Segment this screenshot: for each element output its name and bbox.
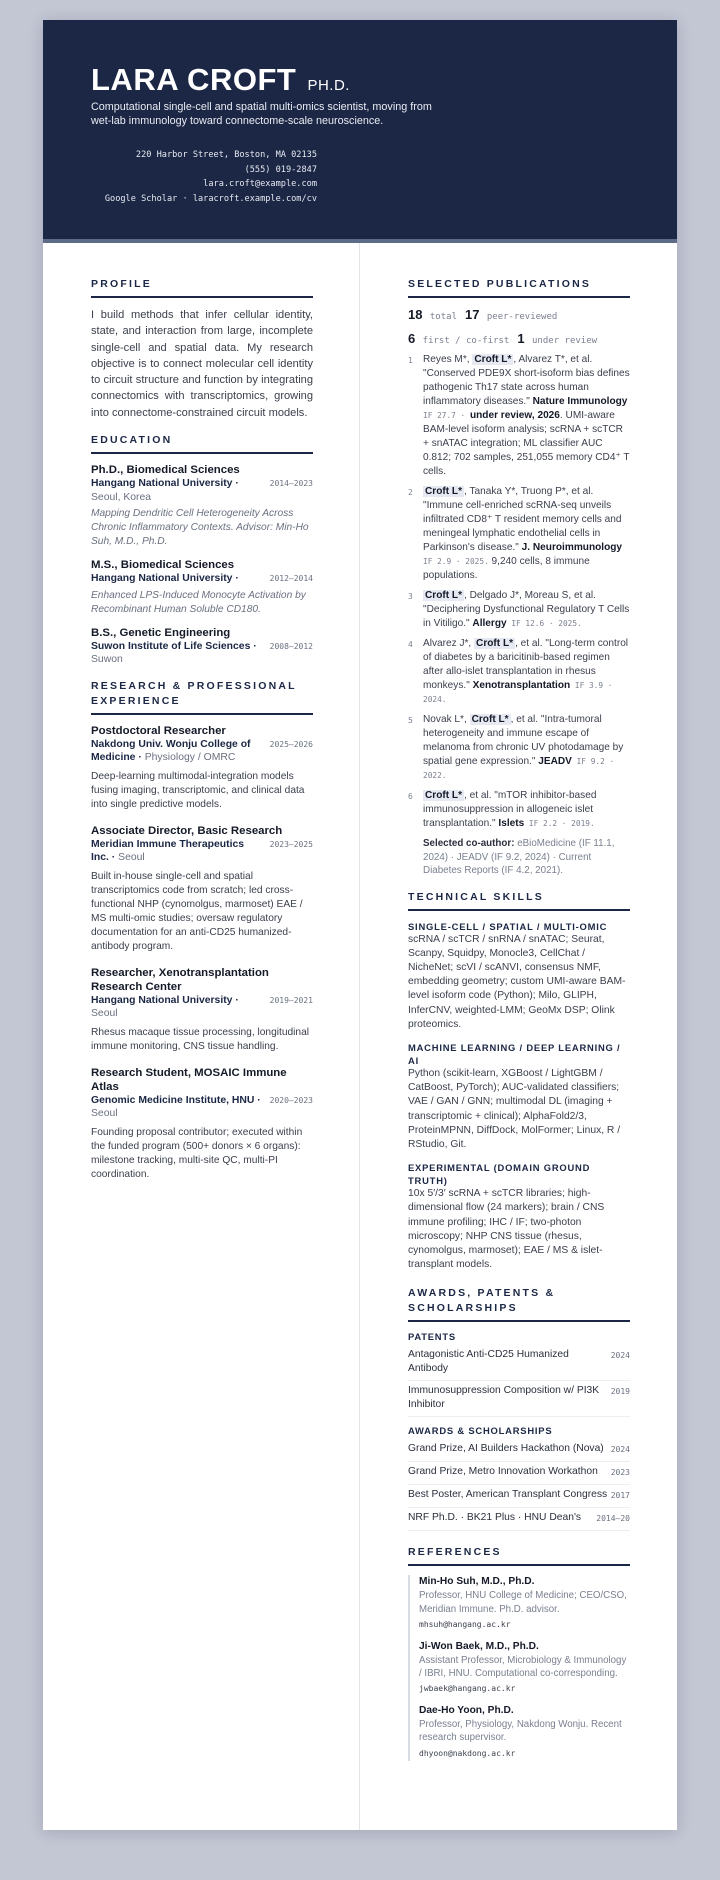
experience-org: Genomic Medicine Institute, HNU · [91,1094,261,1106]
publication-number: 3 [408,592,413,601]
pub-extra: 9,240 cells, 8 immune populations. [423,556,590,581]
pub-authors-pre: Novak L*, [423,714,470,725]
education-school: Suwon Institute of Life Sciences · [91,640,257,652]
right-column [408,277,630,1769]
org-location: Physiology / OMRC [144,752,236,764]
contact-phone: (555) 019-2847 [244,164,317,175]
skill-group [408,920,630,1032]
stat-total-label: total [429,312,457,322]
header-banner [43,20,677,243]
experience-entry [91,1066,313,1182]
reference-name: Min-Ho Suh, M.D., Ph.D. [419,1576,535,1588]
school-name: Hangang National University [91,478,233,490]
stat-total: 18 [408,307,423,322]
experience-role: Researcher, Xenotransplantation Research Center [91,966,269,993]
experience-entry [91,824,313,954]
profile-text: I build methods that infer cellular identity, state, and interaction from large, incomplete single-cell and spatial data. My research objective is to connect molecular cell identity to circuit structure and function by integrating connectomics with transcriptomics, growing into connectome-constrained circuit models. [91,309,313,419]
skill-group-text: 10x 5′/3′ scRNA + scTCR libraries; high-dimensional flow (24 markers); brain / CNS immune profiling; IHC / IF; two-photon microscopy; NHP CNS tissue (rhesus, cynomolgus, marmoset); EAE / MS & islet-transplant models. [408,1188,605,1271]
experience-role: Associate Director, Basic Research [91,824,283,837]
award-year: 2023 [610,1468,630,1478]
experience-org: Hangang National University · [91,994,239,1006]
reference-email[interactable]: mhsuh@hangang.ac.kr [419,1619,511,1629]
pub-status: under review, 2026 [469,410,560,421]
pub-meta: IF 2.2 · 2019. [524,819,595,828]
skill-group [408,1161,630,1272]
skill-group [408,1041,630,1152]
pub-meta: IF 3.9 · 2024. [423,681,613,704]
education-degree: B.S., Genetic Engineering [91,626,231,639]
pub-authors-pre: Alvarez J*, [423,638,475,649]
publication-number: 5 [408,716,413,725]
contact-address: 220 Harbor Street, Boston, MA 02135 [135,150,317,160]
award-row [408,1439,630,1462]
award-row [408,1462,630,1485]
publication-stats [408,307,630,349]
pub-self-author: Croft L* [425,590,463,601]
pub-title: , et al. "Intra-tumoral heterogeneity and immune escape of melanoma from chronic UV photodamage by spatial gene expression." [423,714,624,767]
candidate-name [91,62,350,98]
resume-page [43,20,677,1830]
reference-item [419,1704,630,1760]
pub-title: , Delgado J*, Moreau S, et al. "Deciphering Dysfunctional Regulatory T Cells in Vitiligo." [423,590,630,629]
stat-review-label: under review [532,336,598,346]
org-location: Seoul [91,1108,118,1120]
pub-journal: JEADV [538,756,572,767]
skill-group-title: MACHINE LEARNING / DEEP LEARNING / AI [408,1041,621,1066]
education-degree: Ph.D., Biomedical Sciences [91,464,240,477]
contact-email[interactable]: lara.croft@example.com [203,179,317,189]
reference-item [419,1640,630,1696]
award-row [408,1485,630,1508]
education-thesis: Mapping Dendritic Cell Heterogeneity Across Chronic Inflammatory Contexts. Advisor: Min-Ho Suh, M.D., Ph.D. [91,508,309,548]
experience-desc: Deep-learning multimodal-integration models fusing imaging, transcriptomic, and clinical data into single predictive models. [91,770,305,810]
award-year: 2014–20 [596,1514,630,1524]
pub-journal: Islets [498,818,525,829]
patent-row [408,1381,630,1417]
skills-heading: TECHNICAL SKILLS [408,890,630,911]
experience-org: Nakdong Univ. Wonju College of Medicine · Physiology / OMRC [91,738,251,764]
stat-peer: 17 [464,307,480,322]
org-name: Hangang National University [91,994,233,1006]
award-name: Grand Prize, Metro Innovation Workathon [408,1466,598,1478]
reference-item [419,1575,630,1631]
education-dates: 2012–2014 [269,574,313,584]
pub-self-author: Croft L* [476,638,514,649]
publication-list [408,353,630,831]
org-name: Meridian Immune Therapeutics Inc. [91,838,245,864]
award-name: Grand Prize, AI Builders Hackathon (Nova) [408,1443,604,1455]
school-name: Hangang National University [91,573,233,585]
education-dates: 2014–2023 [269,479,313,489]
pub-title: , et al. "mTOR inhibitor-based immunosuppression in allogeneic islet transplantation." [423,790,597,829]
experience-dates: 2023–2025 [269,839,313,849]
pub-title: , Alvarez T*, et al. "Conserved PDE9X short-isoform bias defines pathogenic Th17 state across human inflammatory diseases." [423,354,630,407]
patent-name: Immunosuppression Composition w/ PI3K Inhibitor [408,1385,600,1411]
experience-role: Postdoctoral Researcher [91,724,226,737]
pub-self-author: Croft L* [425,486,463,497]
coauthor-note [408,837,630,878]
reference-name: Ji-Won Baek, M.D., Ph.D. [419,1640,539,1652]
experience-dates: 2020–2023 [269,1095,313,1105]
publication-item [408,485,630,583]
education-school: Hangang National University · [91,573,239,585]
reference-desc: Professor, Physiology, Nakdong Wonju. Recent research supervisor. [419,1719,622,1744]
awards-heading: AWARDS, PATENTS & SCHOLARSHIPS [408,1286,630,1322]
publication-item [408,637,630,707]
pub-meta: IF 9.2 · 2022. [423,757,615,780]
publication-item [408,589,630,631]
pub-title: , Tanaka Y*, Truong P*, et al. "Immune cell-enriched scRNA-seq unveils infiltrated CD8⁺ T resident memory cells and meningeal lymphatic endothelial cells in Parkinson's disease." [423,486,622,553]
name-text: LARA CROFT [91,62,297,97]
award-year: 2017 [610,1491,630,1501]
award-name: Best Poster, American Transplant Congress [408,1489,608,1501]
pub-extra: . UMI-aware BAM-level isoform analysis; scRNA + scTCR + snATAC integration; ML classifier AUC 0.812; 702 samples, 251,055 memory CD4⁺ T cells. [423,410,630,477]
contact-web[interactable]: Google Scholar · laracroft.example.com/cv [104,193,317,204]
experience-entry [91,724,313,812]
org-name: Nakdong Univ. Wonju College of Medicine [91,738,251,764]
skill-group-text: scRNA / scTCR / snRNA / snATAC; Seurat, Scanpy, Squidpy, Monocle3, CellChat / NicheNet; scVI / scANVI, consensus NMF, embedding geometry; custom UMI-aware BAM-level isoform code (Python); Milo, GLIPH, InferCNV, weighted-LMM; GeoMx DSP; Olink proteomics. [408,933,626,1030]
education-entry [91,558,313,617]
patents-heading: PATENTS [408,1331,456,1343]
experience-dates: 2025–2026 [269,739,313,749]
experience-role: Research Student, MOSAIC Immune Atlas [91,1066,287,1093]
degree-suffix: PH.D. [307,77,350,94]
org-location: Seoul [91,1008,118,1020]
patent-year: 2024 [610,1351,630,1361]
education-heading: EDUCATION [91,433,313,454]
experience-heading: RESEARCH & PROFESSIONAL EXPERIENCE [91,679,313,715]
stat-review: 1 [517,331,525,346]
org-name: Genomic Medicine Institute, HNU [91,1094,255,1106]
reference-desc: Professor, HNU College of Medicine; CEO/CSO, Meridian Immune. Ph.D. advisor. [419,1590,627,1615]
publication-item [408,713,630,783]
reference-email[interactable]: dhyoon@nakdong.ac.kr [419,1748,516,1758]
tagline: Computational single-cell and spatial multi-omics scientist, moving from wet-lab immunology toward connectome-scale neuroscience. [91,101,432,127]
stat-first-label: first / co-first [422,336,510,346]
pub-title: , et al. "Long-term control of diabetes by a baricitinib-based regimen after allo-islet transplantation in rhesus monkeys." [423,638,629,691]
publication-number: 6 [408,792,413,801]
education-entry [91,626,313,667]
pub-journal: Nature Immunology [532,396,628,407]
pub-self-author: Croft L* [471,714,509,725]
education-location: Suwon [91,654,123,666]
reference-list [408,1575,630,1760]
experience-desc: Rhesus macaque tissue processing, longitudinal immune monitoring, CNS tissue handling. [91,1026,310,1052]
reference-name: Dae-Ho Yoon, Ph.D. [419,1705,514,1717]
references-heading: REFERENCES [408,1545,630,1566]
publication-number: 2 [408,488,413,497]
skill-group-title: SINGLE-CELL / SPATIAL / MULTI-OMIC [408,920,608,932]
reference-desc: Assistant Professor, Microbiology & Immunology / IBRI, HNU. Computational co-corresponding. [419,1654,627,1679]
pub-self-author: Croft L* [425,790,463,801]
skill-group-text: Python (scikit-learn, XGBoost / LightGBM / CatBoost, PyTorch); AUC-validated classifiers; VAE / GAN / GNN; multimodal DL (imaging + transcriptomic + clinical); AlphaFold2/3, ProteinMPNN, DiffDock, MolFormer; Linux, R / RStudio, Git. [408,1067,621,1150]
award-year: 2024 [610,1445,630,1455]
stat-peer-label: peer-reviewed [486,312,558,322]
publication-item [408,353,630,479]
scholarships-heading: AWARDS & SCHOLARSHIPS [408,1425,553,1437]
school-name: Suwon Institute of Life Sciences [91,640,251,652]
patent-name: Antagonistic Anti-CD25 Humanized Antibody [408,1349,569,1375]
publication-number: 4 [408,640,413,649]
pub-journal: Allergy [472,618,507,629]
pub-self-author: Croft L* [474,354,512,365]
pub-journal: J. Neuroimmunology [521,542,623,553]
education-location: Seoul, Korea [91,491,152,503]
profile-heading: PROFILE [91,277,313,298]
column-divider [359,243,360,1830]
experience-desc: Founding proposal contributor; executed within the funded program (500+ donors × 6 organs): milestone tracking, multi-site QC, multi-PI coordination. [91,1126,303,1180]
reference-email[interactable]: jwbaek@hangang.ac.kr [419,1684,516,1694]
skill-group-title: EXPERIMENTAL (DOMAIN GROUND TRUTH) [408,1162,591,1187]
pub-meta: IF 27.7 · [423,411,470,420]
pub-authors-pre: Reyes M*, [423,354,473,365]
pub-journal: Xenotransplantation [472,680,571,691]
pub-meta: IF 12.6 · 2025. [506,619,582,628]
coauthor-label: Selected co-author: [423,838,515,849]
award-name: NRF Ph.D. · BK21 Plus · HNU Dean's [408,1512,582,1524]
experience-org: Meridian Immune Therapeutics Inc. · Seoul [91,838,245,864]
education-dates: 2008–2012 [269,641,313,651]
publications-heading: SELECTED PUBLICATIONS [408,277,630,298]
publication-item [408,789,630,831]
left-column [91,277,313,1191]
patent-year: 2019 [610,1387,630,1397]
education-school: Hangang National University · [91,478,239,490]
experience-entry [91,966,313,1054]
contact-block [91,148,317,206]
experience-desc: Built in-house single-cell and spatial transcriptomics code from scratch; led cross-functional NHP (cynomolgus, marmoset) EAE / MS multi-omic studies; oversaw regulatory documentation for an anti-CD25 humanized-antibody program. [91,870,303,952]
org-location: Seoul [118,852,145,864]
coauthor-text: eBioMedicine (IF 11.1, 2024) · JEADV (IF 9.2, 2024) · Current Diabetes Reports (IF 4.2, 2021). [423,838,615,876]
patent-row [408,1345,630,1381]
publication-number: 1 [408,356,413,365]
experience-dates: 2019–2021 [269,995,313,1005]
education-degree: M.S., Biomedical Sciences [91,559,235,572]
education-entry [91,463,313,549]
pub-meta: IF 2.9 · 2025. [423,557,489,566]
education-thesis: Enhanced LPS-Induced Monocyte Activation by Recombinant Human Soluble CD180. [91,589,306,615]
stat-first: 6 [408,331,416,346]
award-row [408,1508,630,1531]
